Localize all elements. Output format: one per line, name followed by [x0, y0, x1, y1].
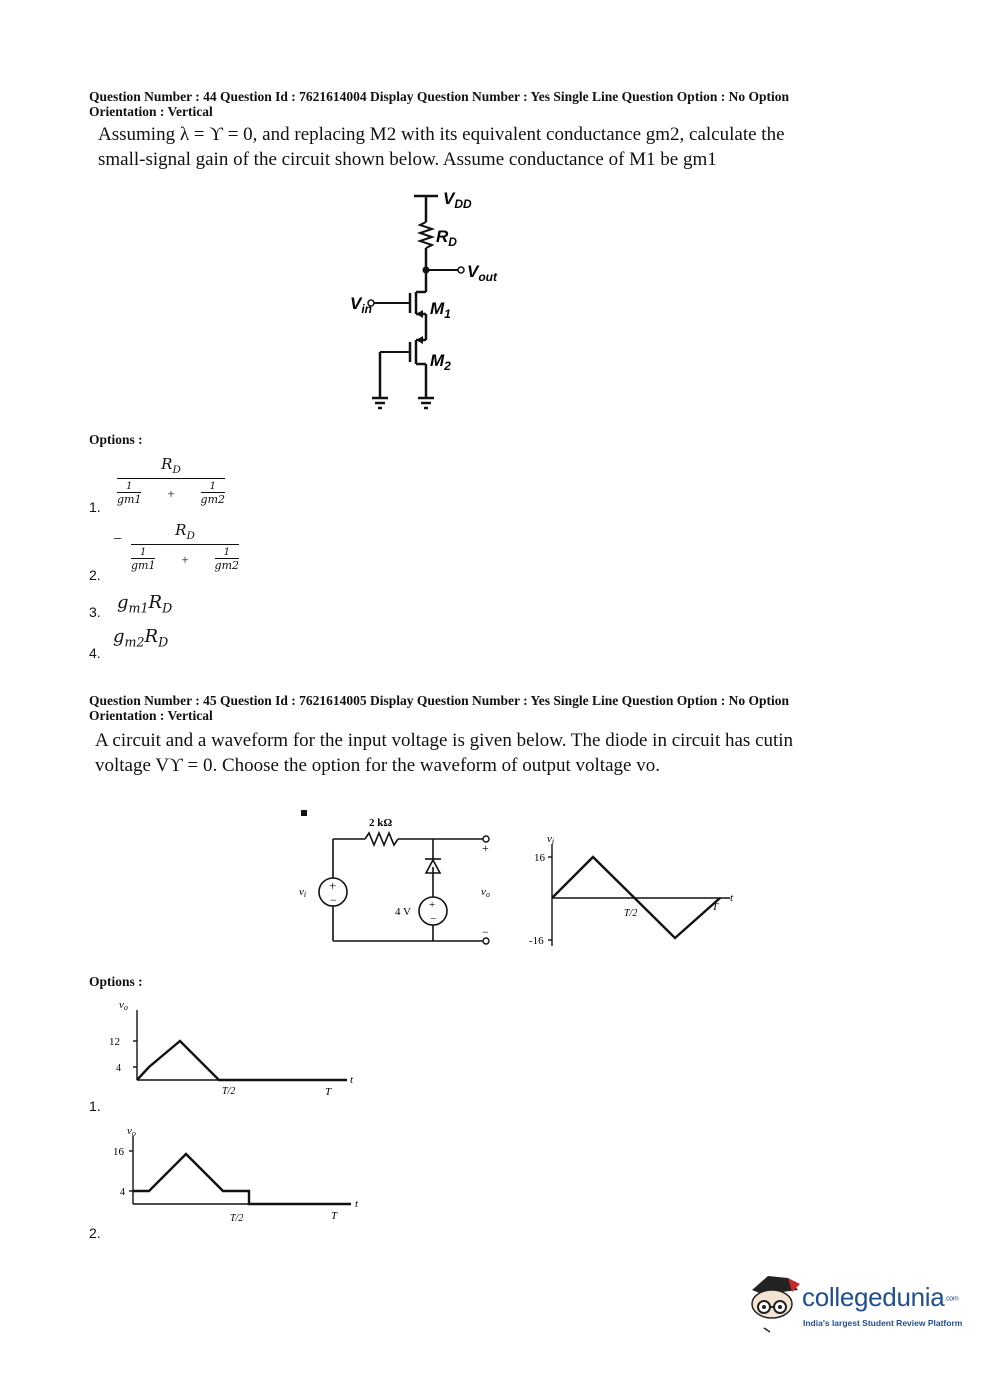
- battery-plus: +: [429, 899, 436, 911]
- rd-resistor: [420, 222, 432, 248]
- ytick-16: 16: [534, 852, 545, 864]
- q45-options-title: Options :: [89, 974, 143, 989]
- q44-question-text: [98, 122, 898, 172]
- period-label: T: [712, 901, 719, 913]
- vo-minus: −: [482, 925, 489, 939]
- q45-input-waveform: [525, 828, 745, 953]
- q45-option-2[interactable]: [89, 1122, 379, 1242]
- q45-question-text: [95, 728, 895, 778]
- q45-text-line1: A circuit and a waveform for the input voltage is given below. The diode in circuit has cutin: [95, 730, 794, 751]
- brand-name: collegedunia.com: [802, 1282, 959, 1312]
- option-number: 3.: [89, 604, 101, 620]
- ground-symbol-right: [418, 398, 434, 408]
- mascot-icon: [742, 1270, 804, 1336]
- svg-text:t: t: [350, 1074, 354, 1086]
- q44-meta: [89, 89, 889, 119]
- q44-text-line2: small-signal gain of the circuit shown below. Assume conductance of M1 be gm1: [98, 149, 717, 170]
- option-3-expression: $g_{m1}R_D$: [117, 592, 173, 616]
- option-number: 4.: [89, 645, 101, 661]
- collegedunia-logo: [742, 1270, 972, 1340]
- resistor-label: 2 kΩ: [369, 817, 393, 829]
- svg-text:T/2: T/2: [222, 1086, 236, 1097]
- vo-label: vo: [481, 886, 490, 899]
- scan-mark: [301, 810, 307, 816]
- m1-label: $M_1$: [430, 299, 451, 321]
- option-2-fraction: $R_D$ $\frac{1}{gm1}$ + $\frac{1}{gm2}$: [131, 521, 239, 572]
- option-2-waveform: [89, 1122, 379, 1237]
- svg-text:16: 16: [113, 1146, 124, 1158]
- ytick-neg16: -16: [529, 935, 544, 947]
- svg-text:T/2: T/2: [230, 1213, 244, 1224]
- q44-circuit-diagram: [330, 180, 530, 420]
- vdd-label: $V_{DD}$: [443, 189, 472, 211]
- option-number: 1.: [89, 499, 101, 515]
- svg-text:12: 12: [109, 1036, 120, 1048]
- option-1-waveform: [89, 996, 379, 1111]
- svg-text:t: t: [355, 1198, 359, 1210]
- svg-text:vo: vo: [127, 1125, 136, 1138]
- q45-option-1[interactable]: [89, 996, 379, 1116]
- q45-meta-line1: Question Number : 45 Question Id : 7621614005 Display Question Number : Yes Single Line Question Option : No Option: [89, 693, 789, 708]
- 2k-resistor: [365, 833, 398, 845]
- svg-text:4: 4: [120, 1187, 125, 1198]
- q45-meta-line2: Orientation : Vertical: [89, 708, 213, 723]
- q45-meta: [89, 693, 889, 723]
- vo-waveform: [137, 1041, 347, 1080]
- t-axis-label: t: [730, 892, 734, 904]
- ground-symbol-left: [372, 398, 388, 408]
- q44-meta-line1: Question Number : 44 Question Id : 7621614004 Display Question Number : Yes Single Line Question Option : No Option: [89, 89, 789, 104]
- q44-text-line1: Assuming λ = ϒ = 0, and replacing M2 with its equivalent conductance gm2, calculate the: [98, 124, 785, 145]
- vout-node: [423, 267, 430, 274]
- battery-label: 4 V: [395, 906, 411, 918]
- q45-circuit-diagram: [290, 805, 510, 955]
- q45-text-line2: voltage Vϒ = 0. Choose the option for the waveform of output voltage vo.: [95, 755, 660, 776]
- m2-label: $M_2$: [430, 351, 451, 373]
- svg-text:T: T: [325, 1086, 332, 1098]
- vo-waveform: [133, 1154, 351, 1204]
- option-number: 2.: [89, 1225, 101, 1241]
- rd-label: $R_D$: [436, 227, 457, 249]
- q44-meta-line2: Orientation : Vertical: [89, 104, 213, 119]
- vi-minus: −: [330, 893, 337, 907]
- battery-minus: −: [430, 913, 437, 925]
- vi-plus: +: [329, 878, 337, 893]
- option-4-expression: $g_{m2}R_D$: [113, 626, 169, 650]
- option-number: 2.: [89, 567, 101, 583]
- brand-tagline: India's largest Student Review Platform: [803, 1318, 963, 1328]
- minus-sign: −: [113, 531, 123, 548]
- vi-label: vi: [299, 886, 307, 899]
- svg-text:T: T: [331, 1210, 338, 1222]
- vo-plus: +: [482, 841, 489, 855]
- svg-text:vo: vo: [119, 999, 128, 1012]
- option-1-fraction: $R_D$ $\frac{1}{gm1}$ + $\frac{1}{gm2}$: [117, 455, 225, 506]
- vout-terminal: [458, 267, 464, 273]
- q44-options-title: Options :: [89, 432, 143, 447]
- half-period-label: T/2: [624, 908, 638, 919]
- svg-text:4: 4: [116, 1063, 121, 1074]
- vin-label: $V_{in}$: [350, 294, 373, 316]
- vout-label: $V_{out}$: [467, 262, 497, 284]
- option-number: 1.: [89, 1098, 101, 1114]
- vi-axis-label: vi: [547, 833, 555, 846]
